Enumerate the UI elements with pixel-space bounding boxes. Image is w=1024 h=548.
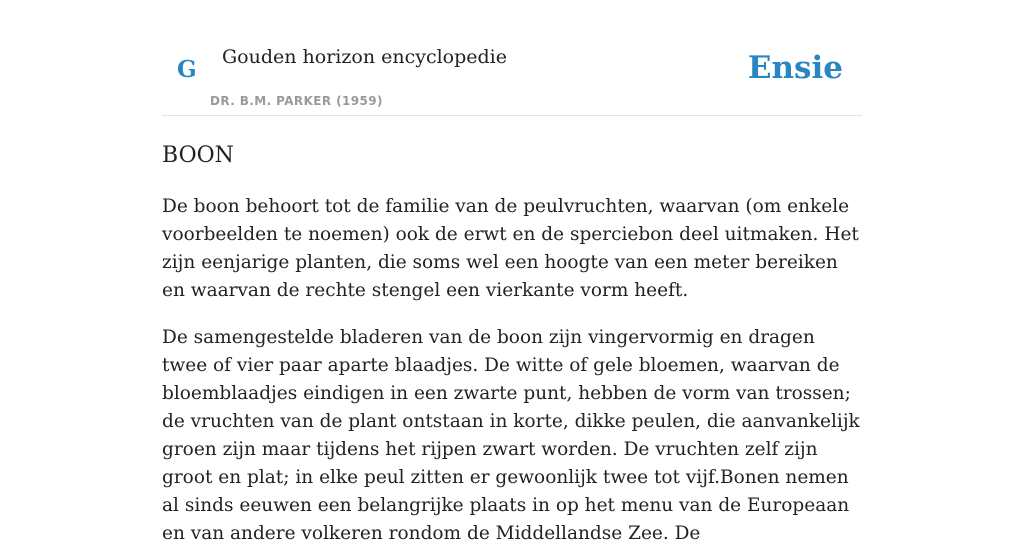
book-title-link[interactable]: Gouden horizon encyclopedie [222, 46, 507, 68]
book-logo[interactable]: G [177, 56, 197, 83]
book-author: DR. B.M. PARKER (1959) [210, 94, 383, 108]
entry-title: BOON [162, 143, 234, 168]
ensie-logo-link[interactable]: Ensie [747, 50, 843, 86]
header [162, 0, 862, 116]
entry-paragraph-2: De samengestelde bladeren van de boon zijn vingervormig en dragen twee of vier paar aparte blaadjes. De witte of gele bloemen, waarvan de bloemblaadjes eindigen in een zwarte punt, hebben de vorm van trossen; de vruchten van de plant ontstaan in korte, dikke peulen, die aanvankelijk groen zijn maar tijdens het rijpen zwart worden. De vruchten zelf zijn groot en plat; in elke peul zitten er gewoonlijk twee tot vijf.Bonen nemen al sinds eeuwen een belangrijke plaats in op het menu van de Europeaan en van andere volkeren rondom de Middellandse Zee. De [162, 327, 860, 544]
entry-paragraph-1: De boon behoort tot de familie van de peulvruchten, waarvan (om enkele voorbeelden te noemen) ook de erwt en de sperciebon deel uitmaken. Het zijn eenjarige planten, die soms wel een hoogte van een meter bereiken en waarvan de rechte stengel een vierkante vorm heeft. [162, 196, 859, 301]
page [162, 0, 862, 548]
